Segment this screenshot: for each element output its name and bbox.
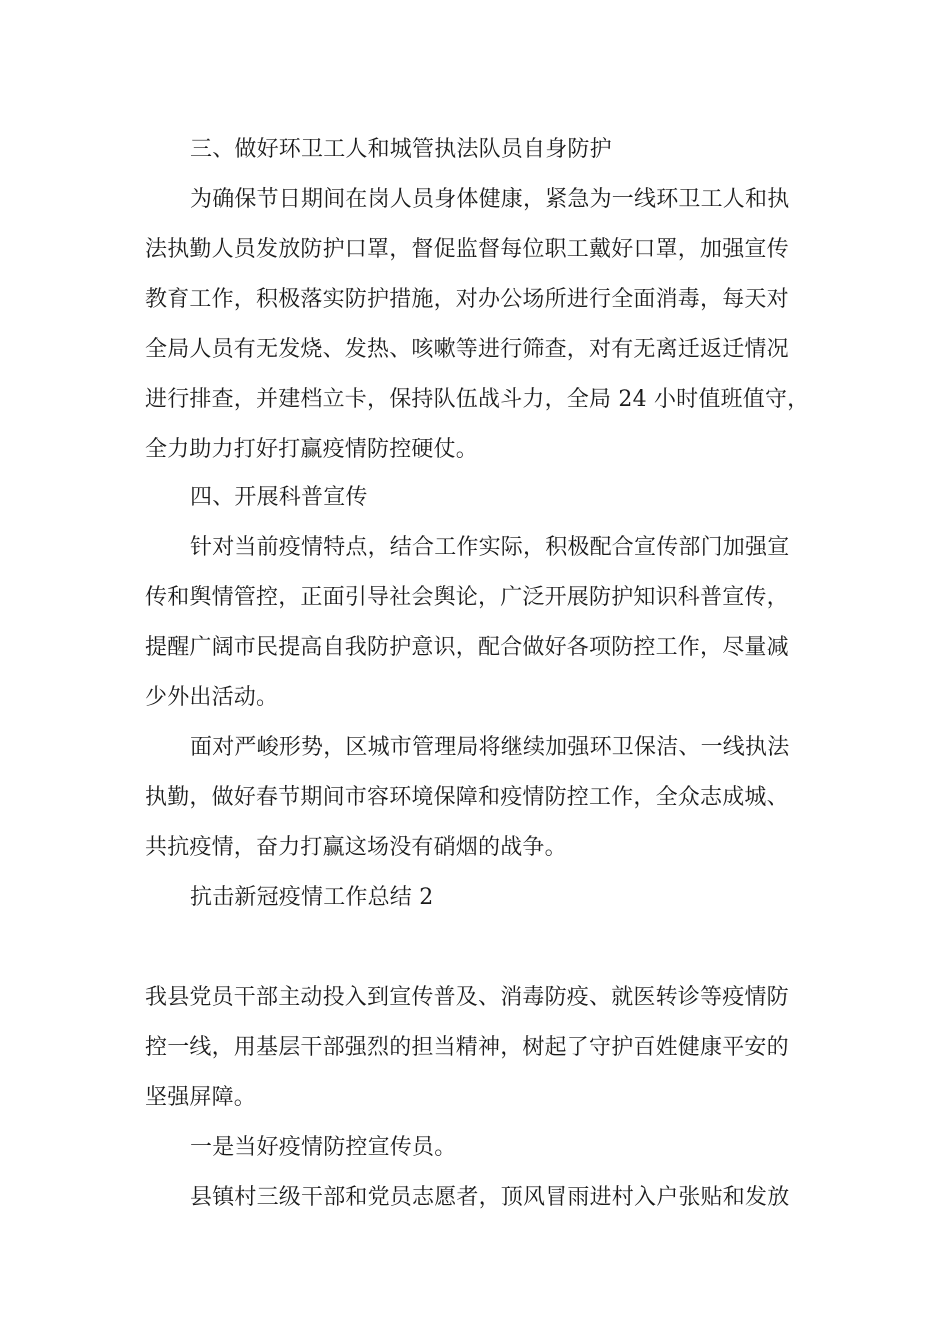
paragraph-line: 为确保节日期间在岗人员身体健康，紧急为一线环卫工人和执 bbox=[190, 187, 790, 212]
paragraph-line: 传和舆情管控，正面引导社会舆论，广泛开展防护知识科普宣传， bbox=[145, 585, 789, 610]
paragraph-line: 县镇村三级干部和党员志愿者，顶风冒雨进村入户张贴和发放 bbox=[190, 1185, 790, 1210]
paragraph-line: 提醒广阔市民提高自我防护意识，配合做好各项防控工作，尽量减 bbox=[145, 635, 789, 660]
section-heading: 一是当好疫情防控宣传员。 bbox=[190, 1135, 457, 1160]
paragraph-line: 执勤，做好春节期间市容环境保障和疫情防控工作，全众志成城、 bbox=[145, 785, 789, 810]
document-title: 抗击新冠疫情工作总结 2 bbox=[190, 885, 434, 910]
paragraph-line: 共抗疫情，奋力打赢这场没有硝烟的战争。 bbox=[145, 835, 567, 860]
paragraph-line: 面对严峻形势，区城市管理局将继续加强环卫保洁、一线执法 bbox=[190, 735, 790, 760]
paragraph-line: 坚强屏障。 bbox=[145, 1085, 257, 1110]
paragraph-line: 针对当前疫情特点，结合工作实际，积极配合宣传部门加强宣 bbox=[190, 535, 790, 560]
paragraph-line: 少外出活动。 bbox=[145, 685, 279, 710]
paragraph-line: 全力助力打好打赢疫情防控硬仗。 bbox=[145, 437, 479, 462]
paragraph-line: 控一线，用基层干部强烈的担当精神，树起了守护百姓健康平安的 bbox=[145, 1035, 789, 1060]
paragraph-line: 我县党员干部主动投入到宣传普及、消毒防疫、就医转诊等疫情防 bbox=[145, 985, 789, 1010]
section-heading: 四、开展科普宣传 bbox=[190, 485, 368, 510]
paragraph-line: 全局人员有无发烧、发热、咳嗽等进行筛查，对有无离迁返迁情况 bbox=[145, 337, 789, 362]
section-heading: 三、做好环卫工人和城管执法队员自身防护 bbox=[190, 137, 612, 162]
paragraph-line: 法执勤人员发放防护口罩，督促监督每位职工戴好口罩，加强宣传 bbox=[145, 237, 789, 262]
paragraph-line: 教育工作，积极落实防护措施，对办公场所进行全面消毒，每天对 bbox=[145, 287, 789, 312]
paragraph-line: 进行排查，并建档立卡，保持队伍战斗力，全局 24 小时值班值守， bbox=[145, 387, 810, 412]
